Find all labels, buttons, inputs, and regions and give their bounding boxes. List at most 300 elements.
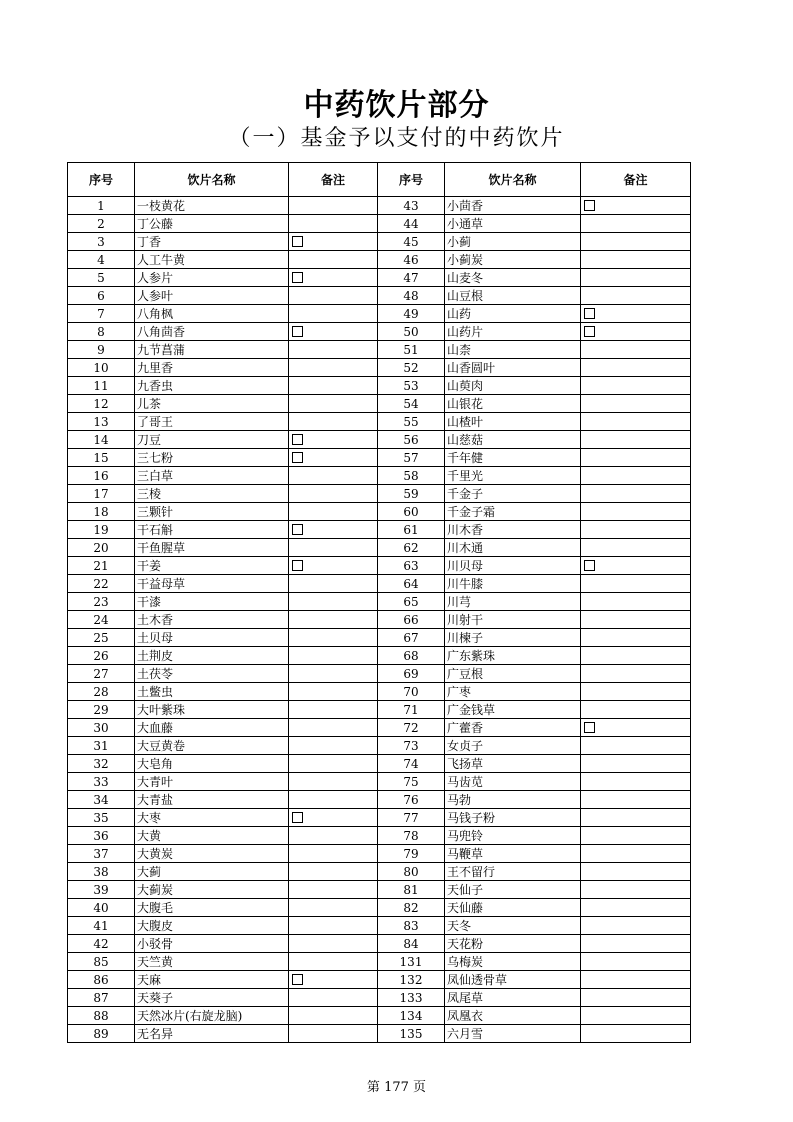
footer-prefix: 第 (366, 1080, 380, 1095)
herb-name-cell: 九节菖蒲 (135, 341, 289, 359)
herb-name-cell: 天然冰片(右旋龙脑) (135, 1007, 289, 1025)
serial-cell: 65 (378, 593, 445, 611)
table-row (68, 611, 691, 629)
serial-cell: 85 (68, 953, 135, 971)
note-cell (581, 395, 691, 413)
table-row (68, 881, 691, 899)
serial-cell: 59 (378, 485, 445, 503)
note-cell (581, 899, 691, 917)
note-cell (581, 917, 691, 935)
herb-name-cell: 干鱼腥草 (135, 539, 289, 557)
checkbox-mark-icon (292, 524, 303, 535)
herb-name-cell: 土鳖虫 (135, 683, 289, 701)
note-cell (581, 701, 691, 719)
note-cell (289, 341, 378, 359)
note-cell (289, 233, 378, 251)
note-cell (289, 773, 378, 791)
herb-name-cell: 三七粉 (135, 449, 289, 467)
serial-cell: 51 (378, 341, 445, 359)
herb-name-cell: 大青叶 (135, 773, 289, 791)
header-serial-left: 序号 (68, 163, 135, 197)
herb-name-cell: 川牛膝 (445, 575, 581, 593)
herb-name-cell: 马齿苋 (445, 773, 581, 791)
note-cell (289, 899, 378, 917)
serial-cell: 41 (68, 917, 135, 935)
note-cell (289, 791, 378, 809)
note-cell (581, 539, 691, 557)
note-cell (581, 791, 691, 809)
serial-cell: 12 (68, 395, 135, 413)
page-subtitle: （一）基金予以支付的中药饮片 (228, 126, 565, 151)
serial-cell: 70 (378, 683, 445, 701)
checkbox-mark-icon (584, 560, 595, 571)
serial-cell: 131 (378, 953, 445, 971)
serial-cell: 133 (378, 989, 445, 1007)
note-cell (289, 377, 378, 395)
herb-name-cell: 大腹毛 (135, 899, 289, 917)
note-cell (289, 953, 378, 971)
herb-table (67, 162, 691, 1043)
checkbox-mark-icon (292, 812, 303, 823)
note-cell (289, 575, 378, 593)
herb-name-cell: 马兜铃 (445, 827, 581, 845)
note-cell (581, 809, 691, 827)
checkbox-mark-icon (292, 560, 303, 571)
serial-cell: 52 (378, 359, 445, 377)
note-cell (289, 287, 378, 305)
table-body (68, 197, 691, 1043)
note-cell (581, 1007, 691, 1025)
herb-name-cell: 川木通 (445, 539, 581, 557)
serial-cell: 83 (378, 917, 445, 935)
table-row (68, 557, 691, 575)
serial-cell: 63 (378, 557, 445, 575)
serial-cell: 78 (378, 827, 445, 845)
serial-cell: 42 (68, 935, 135, 953)
table-row (68, 197, 691, 215)
table-header-row (68, 163, 691, 197)
herb-name-cell: 山药片 (445, 323, 581, 341)
herb-name-cell: 小蓟炭 (445, 251, 581, 269)
herb-name-cell: 了哥王 (135, 413, 289, 431)
herb-name-cell: 马钱子粉 (445, 809, 581, 827)
table-row (68, 323, 691, 341)
herb-name-cell: 天冬 (445, 917, 581, 935)
serial-cell: 82 (378, 899, 445, 917)
herb-name-cell: 三颗针 (135, 503, 289, 521)
footer-suffix: 页 (413, 1080, 427, 1095)
herb-name-cell: 一枝黄花 (135, 197, 289, 215)
note-cell (289, 359, 378, 377)
serial-cell: 69 (378, 665, 445, 683)
note-cell (289, 647, 378, 665)
note-cell (289, 755, 378, 773)
herb-name-cell: 山豆根 (445, 287, 581, 305)
serial-cell: 72 (378, 719, 445, 737)
note-cell (581, 521, 691, 539)
serial-cell: 80 (378, 863, 445, 881)
serial-cell: 8 (68, 323, 135, 341)
serial-cell: 11 (68, 377, 135, 395)
herb-name-cell: 凤凰衣 (445, 1007, 581, 1025)
note-cell (289, 737, 378, 755)
note-cell (581, 197, 691, 215)
note-cell (289, 701, 378, 719)
note-cell (581, 215, 691, 233)
note-cell (289, 413, 378, 431)
herb-name-cell: 九里香 (135, 359, 289, 377)
note-cell (289, 593, 378, 611)
herb-name-cell: 大黄 (135, 827, 289, 845)
table-row (68, 251, 691, 269)
table-row (68, 521, 691, 539)
note-cell (581, 827, 691, 845)
herb-name-cell: 大青盐 (135, 791, 289, 809)
herb-name-cell: 山药 (445, 305, 581, 323)
serial-cell: 26 (68, 647, 135, 665)
note-cell (581, 629, 691, 647)
serial-cell: 71 (378, 701, 445, 719)
herb-name-cell: 马勃 (445, 791, 581, 809)
note-cell (289, 917, 378, 935)
herb-name-cell: 广枣 (445, 683, 581, 701)
table-row (68, 809, 691, 827)
note-cell (289, 251, 378, 269)
herb-name-cell: 山香圆叶 (445, 359, 581, 377)
serial-cell: 27 (68, 665, 135, 683)
table-row (68, 395, 691, 413)
herb-name-cell: 山楂叶 (445, 413, 581, 431)
herb-name-cell: 凤尾草 (445, 989, 581, 1007)
herb-name-cell: 山麦冬 (445, 269, 581, 287)
table-row (68, 737, 691, 755)
serial-cell: 68 (378, 647, 445, 665)
herb-name-cell: 女贞子 (445, 737, 581, 755)
note-cell (581, 719, 691, 737)
note-cell (289, 449, 378, 467)
table-row (68, 899, 691, 917)
note-cell (581, 467, 691, 485)
note-cell (289, 719, 378, 737)
serial-cell: 49 (378, 305, 445, 323)
note-cell (289, 215, 378, 233)
serial-cell: 21 (68, 557, 135, 575)
checkbox-mark-icon (584, 308, 595, 319)
serial-cell: 74 (378, 755, 445, 773)
note-cell (581, 863, 691, 881)
note-cell (581, 431, 691, 449)
checkbox-mark-icon (292, 434, 303, 445)
serial-cell: 19 (68, 521, 135, 539)
herb-name-cell: 乌梅炭 (445, 953, 581, 971)
note-cell (289, 863, 378, 881)
serial-cell: 56 (378, 431, 445, 449)
herb-name-cell: 川芎 (445, 593, 581, 611)
table-row (68, 593, 691, 611)
serial-cell: 10 (68, 359, 135, 377)
herb-name-cell: 凤仙透骨草 (445, 971, 581, 989)
note-cell (581, 989, 691, 1007)
serial-cell: 60 (378, 503, 445, 521)
herb-name-cell: 大黄炭 (135, 845, 289, 863)
serial-cell: 134 (378, 1007, 445, 1025)
note-cell (289, 683, 378, 701)
herb-name-cell: 广金钱草 (445, 701, 581, 719)
herb-name-cell: 丁香 (135, 233, 289, 251)
herb-name-cell: 广藿香 (445, 719, 581, 737)
serial-cell: 1 (68, 197, 135, 215)
header-note-right: 备注 (581, 163, 691, 197)
table-row (68, 971, 691, 989)
herb-name-cell: 土荆皮 (135, 647, 289, 665)
note-cell (289, 503, 378, 521)
serial-cell: 47 (378, 269, 445, 287)
serial-cell: 22 (68, 575, 135, 593)
note-cell (289, 521, 378, 539)
serial-cell: 77 (378, 809, 445, 827)
serial-cell: 50 (378, 323, 445, 341)
herb-name-cell: 大腹皮 (135, 917, 289, 935)
herb-name-cell: 三棱 (135, 485, 289, 503)
note-cell (581, 611, 691, 629)
table-row (68, 989, 691, 1007)
note-cell (289, 395, 378, 413)
serial-cell: 79 (378, 845, 445, 863)
herb-name-cell: 无名异 (135, 1025, 289, 1043)
herb-name-cell: 山银花 (445, 395, 581, 413)
header-note-left: 备注 (289, 163, 378, 197)
serial-cell: 88 (68, 1007, 135, 1025)
herb-name-cell: 八角枫 (135, 305, 289, 323)
table-row (68, 1007, 691, 1025)
herb-name-cell: 丁公藤 (135, 215, 289, 233)
herb-name-cell: 刀豆 (135, 431, 289, 449)
herb-name-cell: 小通草 (445, 215, 581, 233)
herb-name-cell: 八角茴香 (135, 323, 289, 341)
serial-cell: 36 (68, 827, 135, 845)
herb-name-cell: 川贝母 (445, 557, 581, 575)
herb-name-cell: 千年健 (445, 449, 581, 467)
note-cell (289, 539, 378, 557)
serial-cell: 17 (68, 485, 135, 503)
serial-cell: 35 (68, 809, 135, 827)
note-cell (581, 413, 691, 431)
serial-cell: 57 (378, 449, 445, 467)
herb-name-cell: 川木香 (445, 521, 581, 539)
serial-cell: 37 (68, 845, 135, 863)
table-row (68, 935, 691, 953)
serial-cell: 34 (68, 791, 135, 809)
table-row (68, 287, 691, 305)
table-row (68, 863, 691, 881)
note-cell (581, 233, 691, 251)
herb-name-cell: 大皂角 (135, 755, 289, 773)
table-row (68, 1025, 691, 1043)
herb-name-cell: 土木香 (135, 611, 289, 629)
note-cell (581, 341, 691, 359)
checkbox-mark-icon (292, 452, 303, 463)
herb-name-cell: 天仙子 (445, 881, 581, 899)
serial-cell: 45 (378, 233, 445, 251)
checkbox-mark-icon (292, 236, 303, 247)
serial-cell: 9 (68, 341, 135, 359)
note-cell (289, 611, 378, 629)
serial-cell: 15 (68, 449, 135, 467)
serial-cell: 13 (68, 413, 135, 431)
serial-cell: 67 (378, 629, 445, 647)
note-cell (581, 665, 691, 683)
serial-cell: 29 (68, 701, 135, 719)
checkbox-mark-icon (292, 326, 303, 337)
note-cell (581, 503, 691, 521)
note-cell (581, 755, 691, 773)
note-cell (289, 935, 378, 953)
table-row (68, 773, 691, 791)
table-row (68, 665, 691, 683)
note-cell (581, 251, 691, 269)
note-cell (581, 683, 691, 701)
note-cell (289, 989, 378, 1007)
note-cell (581, 305, 691, 323)
serial-cell: 58 (378, 467, 445, 485)
table-row (68, 449, 691, 467)
table-row (68, 233, 691, 251)
herb-name-cell: 天仙藤 (445, 899, 581, 917)
table-row (68, 503, 691, 521)
note-cell (289, 197, 378, 215)
table-row (68, 359, 691, 377)
serial-cell: 132 (378, 971, 445, 989)
note-cell (289, 629, 378, 647)
serial-cell: 53 (378, 377, 445, 395)
serial-cell: 4 (68, 251, 135, 269)
serial-cell: 81 (378, 881, 445, 899)
table-row (68, 719, 691, 737)
table-row (68, 845, 691, 863)
table-row (68, 791, 691, 809)
table-row (68, 539, 691, 557)
herb-name-cell: 人工牛黄 (135, 251, 289, 269)
serial-cell: 54 (378, 395, 445, 413)
herb-name-cell: 大豆黄卷 (135, 737, 289, 755)
serial-cell: 31 (68, 737, 135, 755)
note-cell (289, 845, 378, 863)
serial-cell: 7 (68, 305, 135, 323)
note-cell (289, 809, 378, 827)
herb-name-cell: 王不留行 (445, 863, 581, 881)
herb-name-cell: 小蓟 (445, 233, 581, 251)
table-row (68, 701, 691, 719)
herb-name-cell: 干益母草 (135, 575, 289, 593)
page-footer (0, 1076, 793, 1095)
herb-name-cell: 千金子霜 (445, 503, 581, 521)
serial-cell: 39 (68, 881, 135, 899)
herb-name-cell: 千金子 (445, 485, 581, 503)
serial-cell: 48 (378, 287, 445, 305)
page-title: 中药饮片部分 (303, 88, 490, 123)
serial-cell: 2 (68, 215, 135, 233)
note-cell (581, 377, 691, 395)
serial-cell: 14 (68, 431, 135, 449)
note-cell (289, 467, 378, 485)
table-row (68, 305, 691, 323)
herb-name-cell: 山慈菇 (445, 431, 581, 449)
table-row (68, 377, 691, 395)
table-row (68, 755, 691, 773)
serial-cell: 43 (378, 197, 445, 215)
note-cell (581, 1025, 691, 1043)
note-cell (581, 557, 691, 575)
herb-name-cell: 山柰 (445, 341, 581, 359)
table-row (68, 953, 691, 971)
herb-name-cell: 山萸肉 (445, 377, 581, 395)
note-cell (581, 323, 691, 341)
serial-cell: 84 (378, 935, 445, 953)
note-cell (581, 971, 691, 989)
serial-cell: 30 (68, 719, 135, 737)
serial-cell: 75 (378, 773, 445, 791)
serial-cell: 76 (378, 791, 445, 809)
herb-name-cell: 川楝子 (445, 629, 581, 647)
herb-name-cell: 干漆 (135, 593, 289, 611)
herb-name-cell: 三白草 (135, 467, 289, 485)
herb-name-cell: 六月雪 (445, 1025, 581, 1043)
serial-cell: 25 (68, 629, 135, 647)
serial-cell: 5 (68, 269, 135, 287)
herb-name-cell: 儿茶 (135, 395, 289, 413)
checkbox-mark-icon (584, 722, 595, 733)
note-cell (581, 935, 691, 953)
herb-name-cell: 大叶紫珠 (135, 701, 289, 719)
table-row (68, 413, 691, 431)
note-cell (581, 485, 691, 503)
serial-cell: 24 (68, 611, 135, 629)
note-cell (581, 647, 691, 665)
table-row (68, 467, 691, 485)
serial-cell: 3 (68, 233, 135, 251)
herb-name-cell: 川射干 (445, 611, 581, 629)
page-number: 177 (384, 1080, 409, 1095)
serial-cell: 28 (68, 683, 135, 701)
herb-name-cell: 广豆根 (445, 665, 581, 683)
serial-cell: 62 (378, 539, 445, 557)
herb-name-cell: 天花粉 (445, 935, 581, 953)
note-cell (289, 323, 378, 341)
herb-name-cell: 九香虫 (135, 377, 289, 395)
herb-name-cell: 干姜 (135, 557, 289, 575)
table-row (68, 647, 691, 665)
herb-name-cell: 天葵子 (135, 989, 289, 1007)
serial-cell: 20 (68, 539, 135, 557)
note-cell (289, 269, 378, 287)
note-cell (289, 881, 378, 899)
herb-name-cell: 飞扬草 (445, 755, 581, 773)
herb-name-cell: 千里光 (445, 467, 581, 485)
note-cell (581, 881, 691, 899)
table-row (68, 917, 691, 935)
note-cell (289, 971, 378, 989)
note-cell (581, 593, 691, 611)
serial-cell: 64 (378, 575, 445, 593)
herb-name-cell: 大枣 (135, 809, 289, 827)
herb-name-cell: 天麻 (135, 971, 289, 989)
note-cell (581, 773, 691, 791)
serial-cell: 44 (378, 215, 445, 233)
table-row (68, 431, 691, 449)
note-cell (581, 845, 691, 863)
serial-cell: 61 (378, 521, 445, 539)
note-cell (581, 269, 691, 287)
